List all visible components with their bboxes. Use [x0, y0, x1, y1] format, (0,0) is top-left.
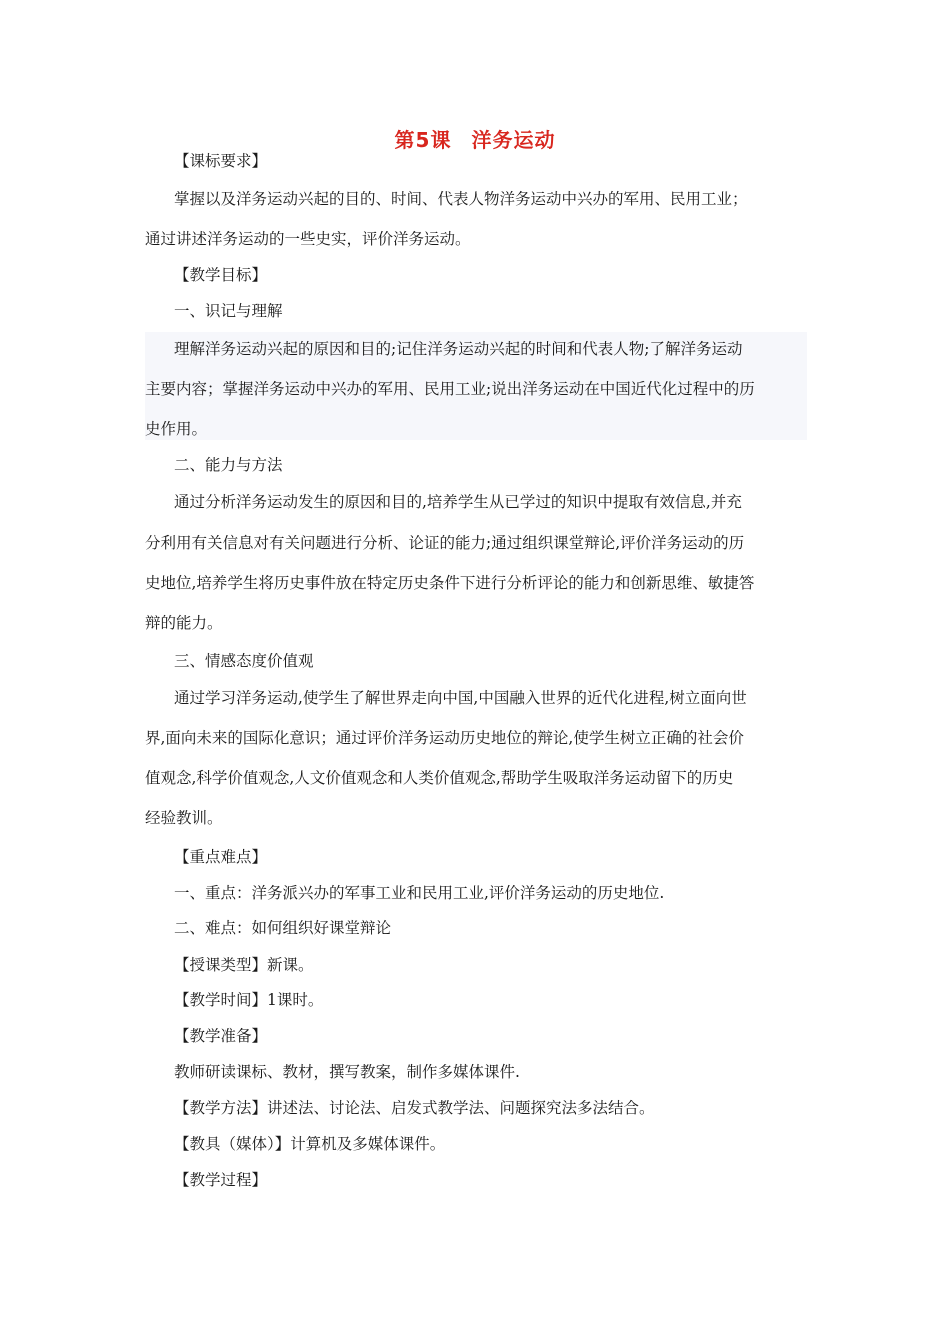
paragraph-line: 值观念,科学价值观念,人文价值观念和人类价值观念,帮助学生吸取洋务运动留下的历史 [145, 769, 734, 787]
section-heading-process: 【教学过程】 [174, 1171, 268, 1189]
section-heading-curriculum: 【课标要求】 [174, 152, 268, 170]
paragraph-line: 掌握以及洋务运动兴起的目的、时间、代表人物洋务运动中兴办的军用、民用工业； [174, 190, 748, 208]
paragraph-line: 主要内容；掌握洋务运动中兴办的军用、民用工业;说出洋务运动在中国近代化过程中的历 [145, 380, 755, 398]
teaching-tools-line: 【教具（媒体）】计算机及多媒体课件。 [174, 1135, 446, 1153]
subheading: 二、能力与方法 [174, 456, 283, 474]
subheading: 三、情感态度价值观 [174, 652, 314, 670]
paragraph-line: 通过学习洋务运动,使学生了解世界走向中国,中国融入世界的近代化进程,树立面向世 [174, 689, 747, 707]
lesson-number: 第5课 [394, 128, 452, 152]
paragraph-line: 辩的能力。 [145, 614, 223, 632]
teaching-methods-line: 【教学方法】讲述法、讨论法、启发式教学法、问题探究法多法结合。 [174, 1099, 655, 1117]
paragraph-line: 通过分析洋务运动发生的原因和目的,培养学生从已学过的知识中提取有效信息,并充 [174, 493, 742, 511]
preparation-line: 教师研读课标、教材，撰写教案，制作多媒体课件. [174, 1063, 520, 1081]
lesson-type-line: 【授课类型】新课。 [174, 956, 314, 974]
paragraph-line: 史地位,培养学生将历史事件放在特定历史条件下进行分析评论的能力和创新思维、敏捷答 [145, 574, 755, 592]
paragraph-line: 经验教训。 [145, 809, 223, 827]
paragraph-line: 理解洋务运动兴起的原因和目的;记住洋务运动兴起的时间和代表人物;了解洋务运动 [174, 340, 743, 358]
paragraph-line: 通过讲述洋务运动的一些史实，评价洋务运动。 [145, 230, 471, 248]
teaching-time-line: 【教学时间】1课时。 [174, 991, 324, 1009]
page-title [0, 124, 950, 153]
key-point-line: 一、重点：洋务派兴办的军事工业和民用工业,评价洋务运动的历史地位. [174, 884, 665, 902]
lesson-name: 洋务运动 [471, 128, 556, 152]
subheading: 一、识记与理解 [174, 302, 283, 320]
paragraph-line: 分利用有关信息对有关问题进行分析、论证的能力;通过组织课堂辩论,评价洋务运动的历 [145, 534, 745, 552]
section-heading-preparation: 【教学准备】 [174, 1027, 268, 1045]
section-heading-key-points: 【重点难点】 [174, 848, 268, 866]
paragraph-line: 界,面向未来的国际化意识；通过评价洋务运动历史地位的辩论,使学生树立正确的社会价 [145, 729, 744, 747]
section-heading-objectives: 【教学目标】 [174, 266, 268, 284]
paragraph-line: 史作用。 [145, 420, 208, 438]
difficulty-line: 二、难点：如何组织好课堂辩论 [174, 919, 392, 937]
